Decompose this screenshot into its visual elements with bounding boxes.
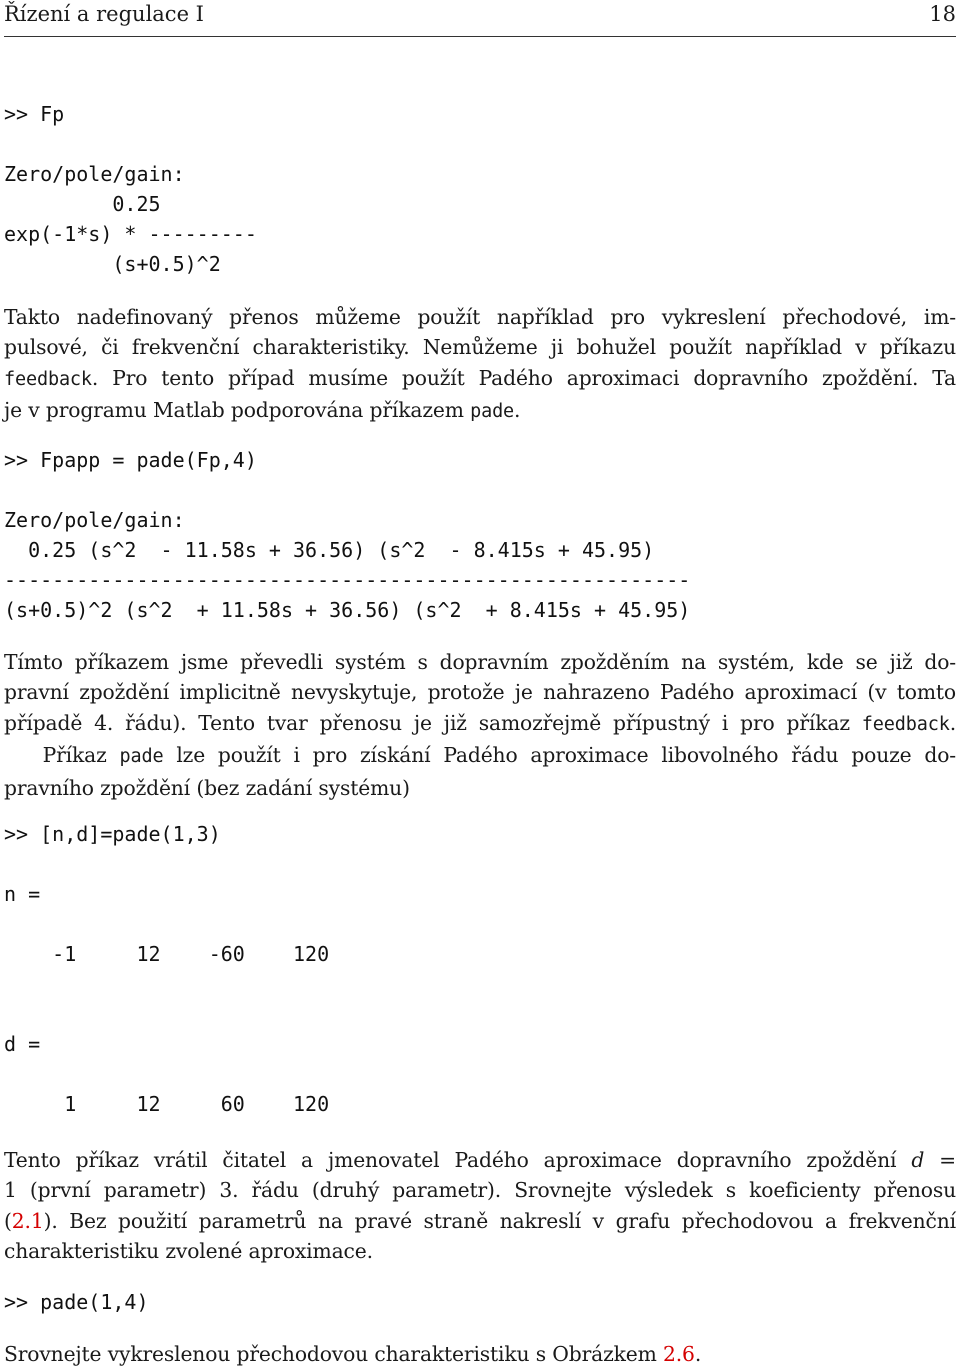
math-variable: d (911, 1148, 925, 1172)
text-line: Takto nadefinovaný přenos můžeme použít například pro vykreslení přechodové, im- (4, 305, 956, 329)
text-span: = (924, 1148, 957, 1172)
code-block-fp: >> Fp Zero/pole/gain: 0.25 exp(-1*s) * --------- (s+0.5)^2 (4, 102, 257, 276)
text-span: . (694, 1342, 702, 1366)
page-number: 18 (929, 2, 956, 26)
text-line (4, 1339, 956, 1369)
text-line: charakteristiku zvolené aproximace. (4, 1239, 373, 1264)
text-line: pravní zpoždění implicitně nevyskytuje, protože je nahrazeno Padého aproximací (v tomto (4, 680, 956, 705)
paragraph-pade-intro (4, 302, 956, 428)
text-line: pravního zpoždění (bez zadání systému) (4, 775, 410, 800)
text-line (4, 1206, 956, 1236)
text-line (4, 1145, 956, 1175)
text-span: . (514, 398, 521, 423)
code-block-pade-plot: >> pade(1,4) (4, 1290, 149, 1314)
text-span: Příkaz (4, 743, 120, 768)
text-line: pulsové, či frekvenční charakteristiky. Nemůžeme ji bohužel použít například v příkazu (4, 335, 956, 360)
code-block-fpapp: >> Fpapp = pade(Fp,4) Zero/pole/gain: 0.25 (s^2 - 11.58s + 36.56) (s^2 - 8.415s + 45.95) --------------------------------------------------------- (s+0.5)^2 (s^2 + 11.58s + 36.56) (s^2 + 8.415s + 45.95) (4, 448, 691, 622)
text-span: Tento příkaz vrátil čitatel a jmenovatel Padého aproximace dopravního zpoždění (4, 1148, 912, 1172)
text-span: je v programu Matlab podporována příkazem (4, 398, 471, 423)
text-span: případě 4. řádu). Tento tvar přenosu je již samozřejmě přípustný i pro příkaz (4, 710, 862, 735)
text-line (4, 740, 956, 772)
text-line: 1 (první parametr) 3. řádu (druhý parametr). Srovnejte výsledek s koeficienty přenosu (4, 1178, 956, 1203)
text-line (4, 363, 956, 395)
code-block-pade-coefficients: >> [n,d]=pade(1,3) n = -1 12 -60 120 d = 1 12 60 120 (4, 822, 330, 1116)
inline-code: feedback (861, 713, 950, 735)
paragraph-pade-result (4, 1145, 956, 1267)
text-span: ). Bez použití parametrů na pravé straně nakreslí v grafu přechodovou a frekvenční (43, 1208, 956, 1233)
text-span: ( (4, 1208, 12, 1233)
paragraph-compare-figure (4, 1339, 956, 1369)
paragraph-pade-explanation (4, 647, 956, 803)
figure-ref-link[interactable]: 2.6 (663, 1342, 695, 1366)
inline-code: pade (119, 746, 164, 768)
inline-code: feedback (4, 368, 92, 390)
running-title: Řízení a regulace I (4, 2, 204, 26)
text-span: . Pro tento případ musíme použít Padého aproximaci dopravního zpoždění. Ta (91, 365, 956, 390)
text-line (4, 395, 956, 427)
text-line (4, 708, 956, 740)
text-line: Tímto příkazem jsme převedli systém s dopravním zpožděním na systém, kde se již do- (4, 650, 956, 674)
text-span: lze použít i pro získání Padého aproximace libovolného řádu pouze do- (163, 743, 957, 768)
page-header (4, 0, 956, 37)
inline-code: pade (470, 401, 515, 423)
text-span: Srovnejte vykreslenou přechodovou charakteristiku s Obrázkem (4, 1342, 663, 1366)
text-span: . (949, 710, 956, 735)
equation-ref-link[interactable]: 2.1 (11, 1208, 44, 1233)
